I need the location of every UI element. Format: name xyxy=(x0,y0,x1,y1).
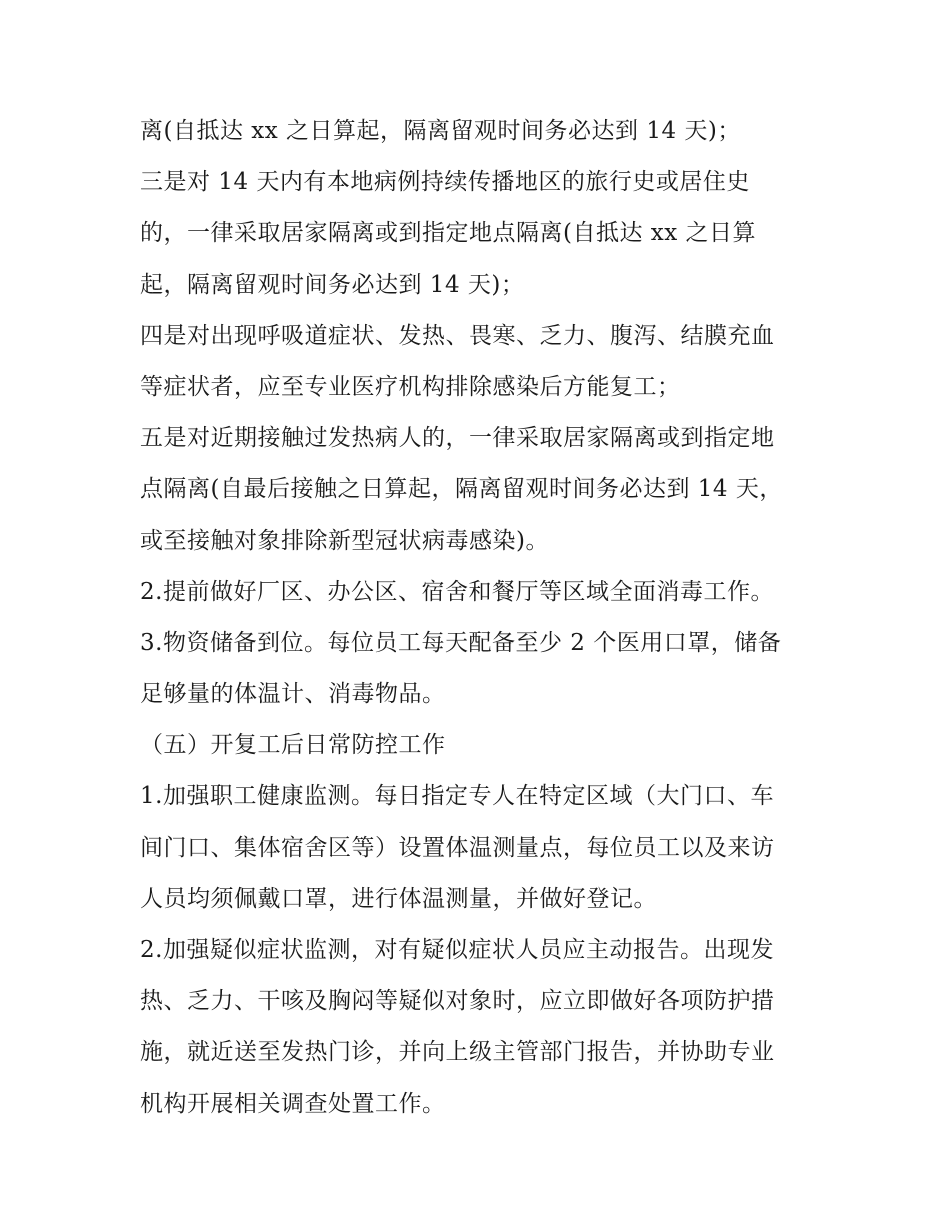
text-line: 或至接触对象排除新型冠状病毒感染)。 xyxy=(140,527,549,554)
text-line: 3.物资储备到位。每位员工每天配备至少 2 个医用口罩，储备 xyxy=(140,629,782,656)
text-line: 离(自抵达 xx 之日算起，隔离留观时间务必达到 14 天)； xyxy=(140,118,741,144)
text-line: 点隔离(自最后接触之日算起，隔离留观时间务必达到 14 天， xyxy=(140,476,783,503)
text-line: 等症状者，应至专业医疗机构排除感染后方能复工； xyxy=(140,373,681,400)
document-body xyxy=(140,106,830,1130)
text-line: 1.加强职工健康监测。每日指定专人在特定区域（大门口、车 xyxy=(140,783,774,810)
text-line: 人员均须佩戴口罩，进行体温测量，并做好登记。 xyxy=(140,885,657,912)
text-line: 机构开展相关调查处置工作。 xyxy=(140,1090,446,1117)
text-line: 足够量的体温计、消毒物品。 xyxy=(140,681,446,708)
text-line: 2.提前做好厂区、办公区、宿舍和餐厅等区域全面消毒工作。 xyxy=(140,578,774,605)
text-line: 起，隔离留观时间务必达到 14 天)； xyxy=(140,271,525,298)
text-line: 间门口、集体宿舍区等）设置体温测量点，每位员工以及来访 xyxy=(140,834,775,861)
text-line: 2.加强疑似症状监测，对有疑似症状人员应主动报告。出现发 xyxy=(140,937,774,963)
text-line: 五是对近期接触过发热病人的，一律采取居家隔离或到指定地 xyxy=(140,425,775,452)
text-line: 热、乏力、干咳及胸闷等疑似对象时，应立即做好各项防护措 xyxy=(140,988,775,1015)
text-line: 施，就近送至发热门诊，并向上级主管部门报告，并协助专业 xyxy=(140,1039,775,1066)
section-heading: （五）开复工后日常防控工作 xyxy=(140,732,446,759)
text-line: 的，一律采取居家隔离或到指定地点隔离(自抵达 xx 之日算 xyxy=(140,220,757,247)
text-line: 三是对 14 天内有本地病例持续传播地区的旅行史或居住史 xyxy=(140,169,750,196)
text-line: 四是对出现呼吸道症状、发热、畏寒、乏力、腹泻、结膜充血 xyxy=(140,322,775,349)
